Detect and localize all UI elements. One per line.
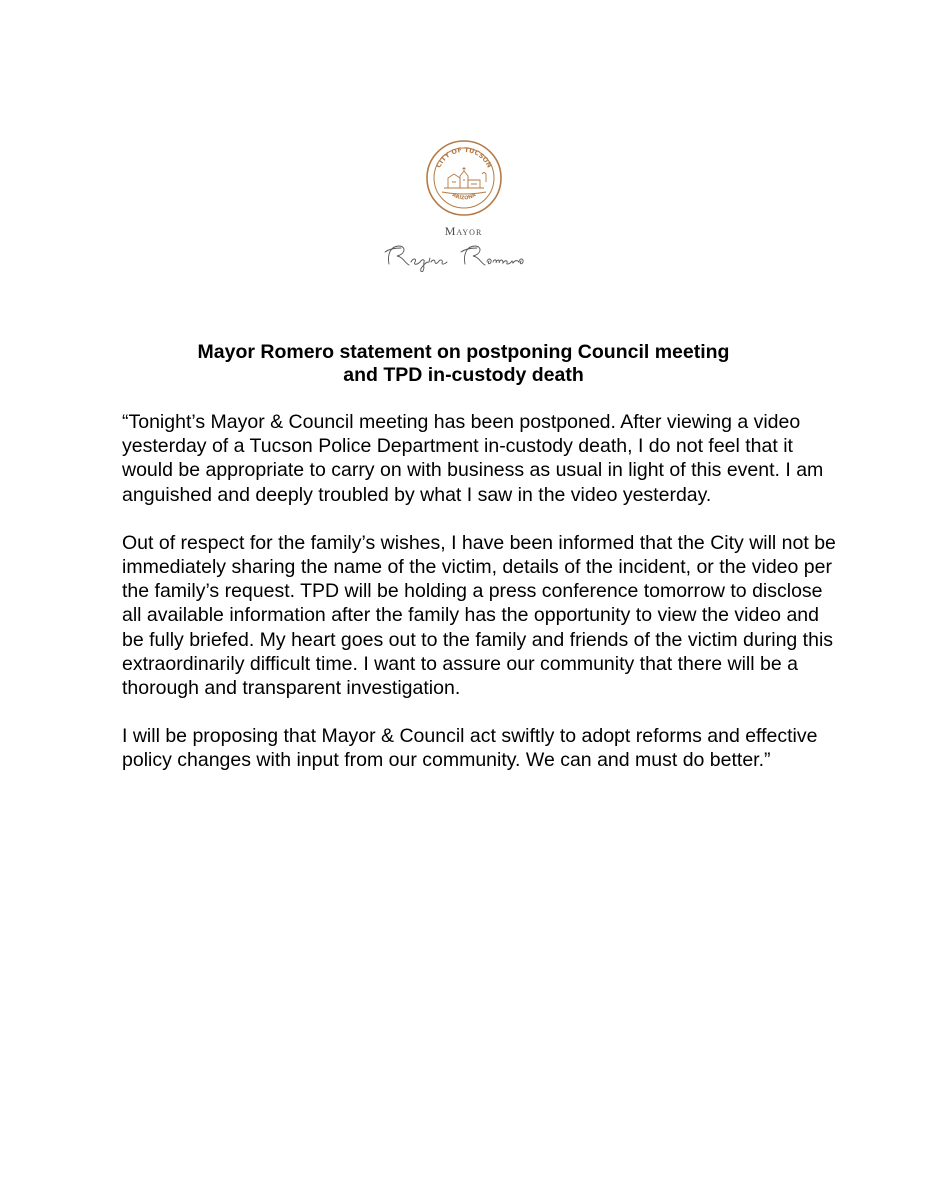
city-seal-icon [424, 138, 504, 218]
title-line-1: Mayor Romero statement on postponing Council meeting [197, 341, 730, 363]
seal-text-bottom: ARIZONA [450, 192, 477, 202]
mayor-signature-icon [379, 238, 549, 272]
seal-text-top: CITY OF TUCSON [433, 145, 494, 170]
mayor-label: Mayor [444, 224, 483, 238]
letterhead [0, 138, 927, 272]
statement-body [122, 410, 842, 797]
paragraph: I will be proposing that Mayor & Council act swiftly to adopt reforms and effective policy changes with input from our community. We can and must do better.” [122, 725, 818, 772]
paragraph: “Tonight’s Mayor & Council meeting has been postponed. After viewing a video yesterday of a Tucson Police Department in-custody death, I do not feel that it would be appropriate to carry on with business as usual in light of this event. I am anguished and deeply troubled by what I saw in the video yesterday. [122, 411, 824, 506]
title-line-2: and TPD in-custody death [343, 364, 584, 386]
paragraph: Out of respect for the family’s wishes, I have been informed that the City will not be immediately sharing the name of the victim, details of the incident, or the video per the family’s request. TPD will be holding a press conference tomorrow to disclose all available information after the family has the opportunity to view the video and be fully briefed. My heart goes out to the family and friends of the victim during this extraordinarily difficult time. I want to assure our community that there will be a thorough and transparent investigation. [122, 531, 836, 700]
svg-text:CITY OF TUCSON [434, 146, 493, 169]
statement-title [0, 341, 927, 387]
